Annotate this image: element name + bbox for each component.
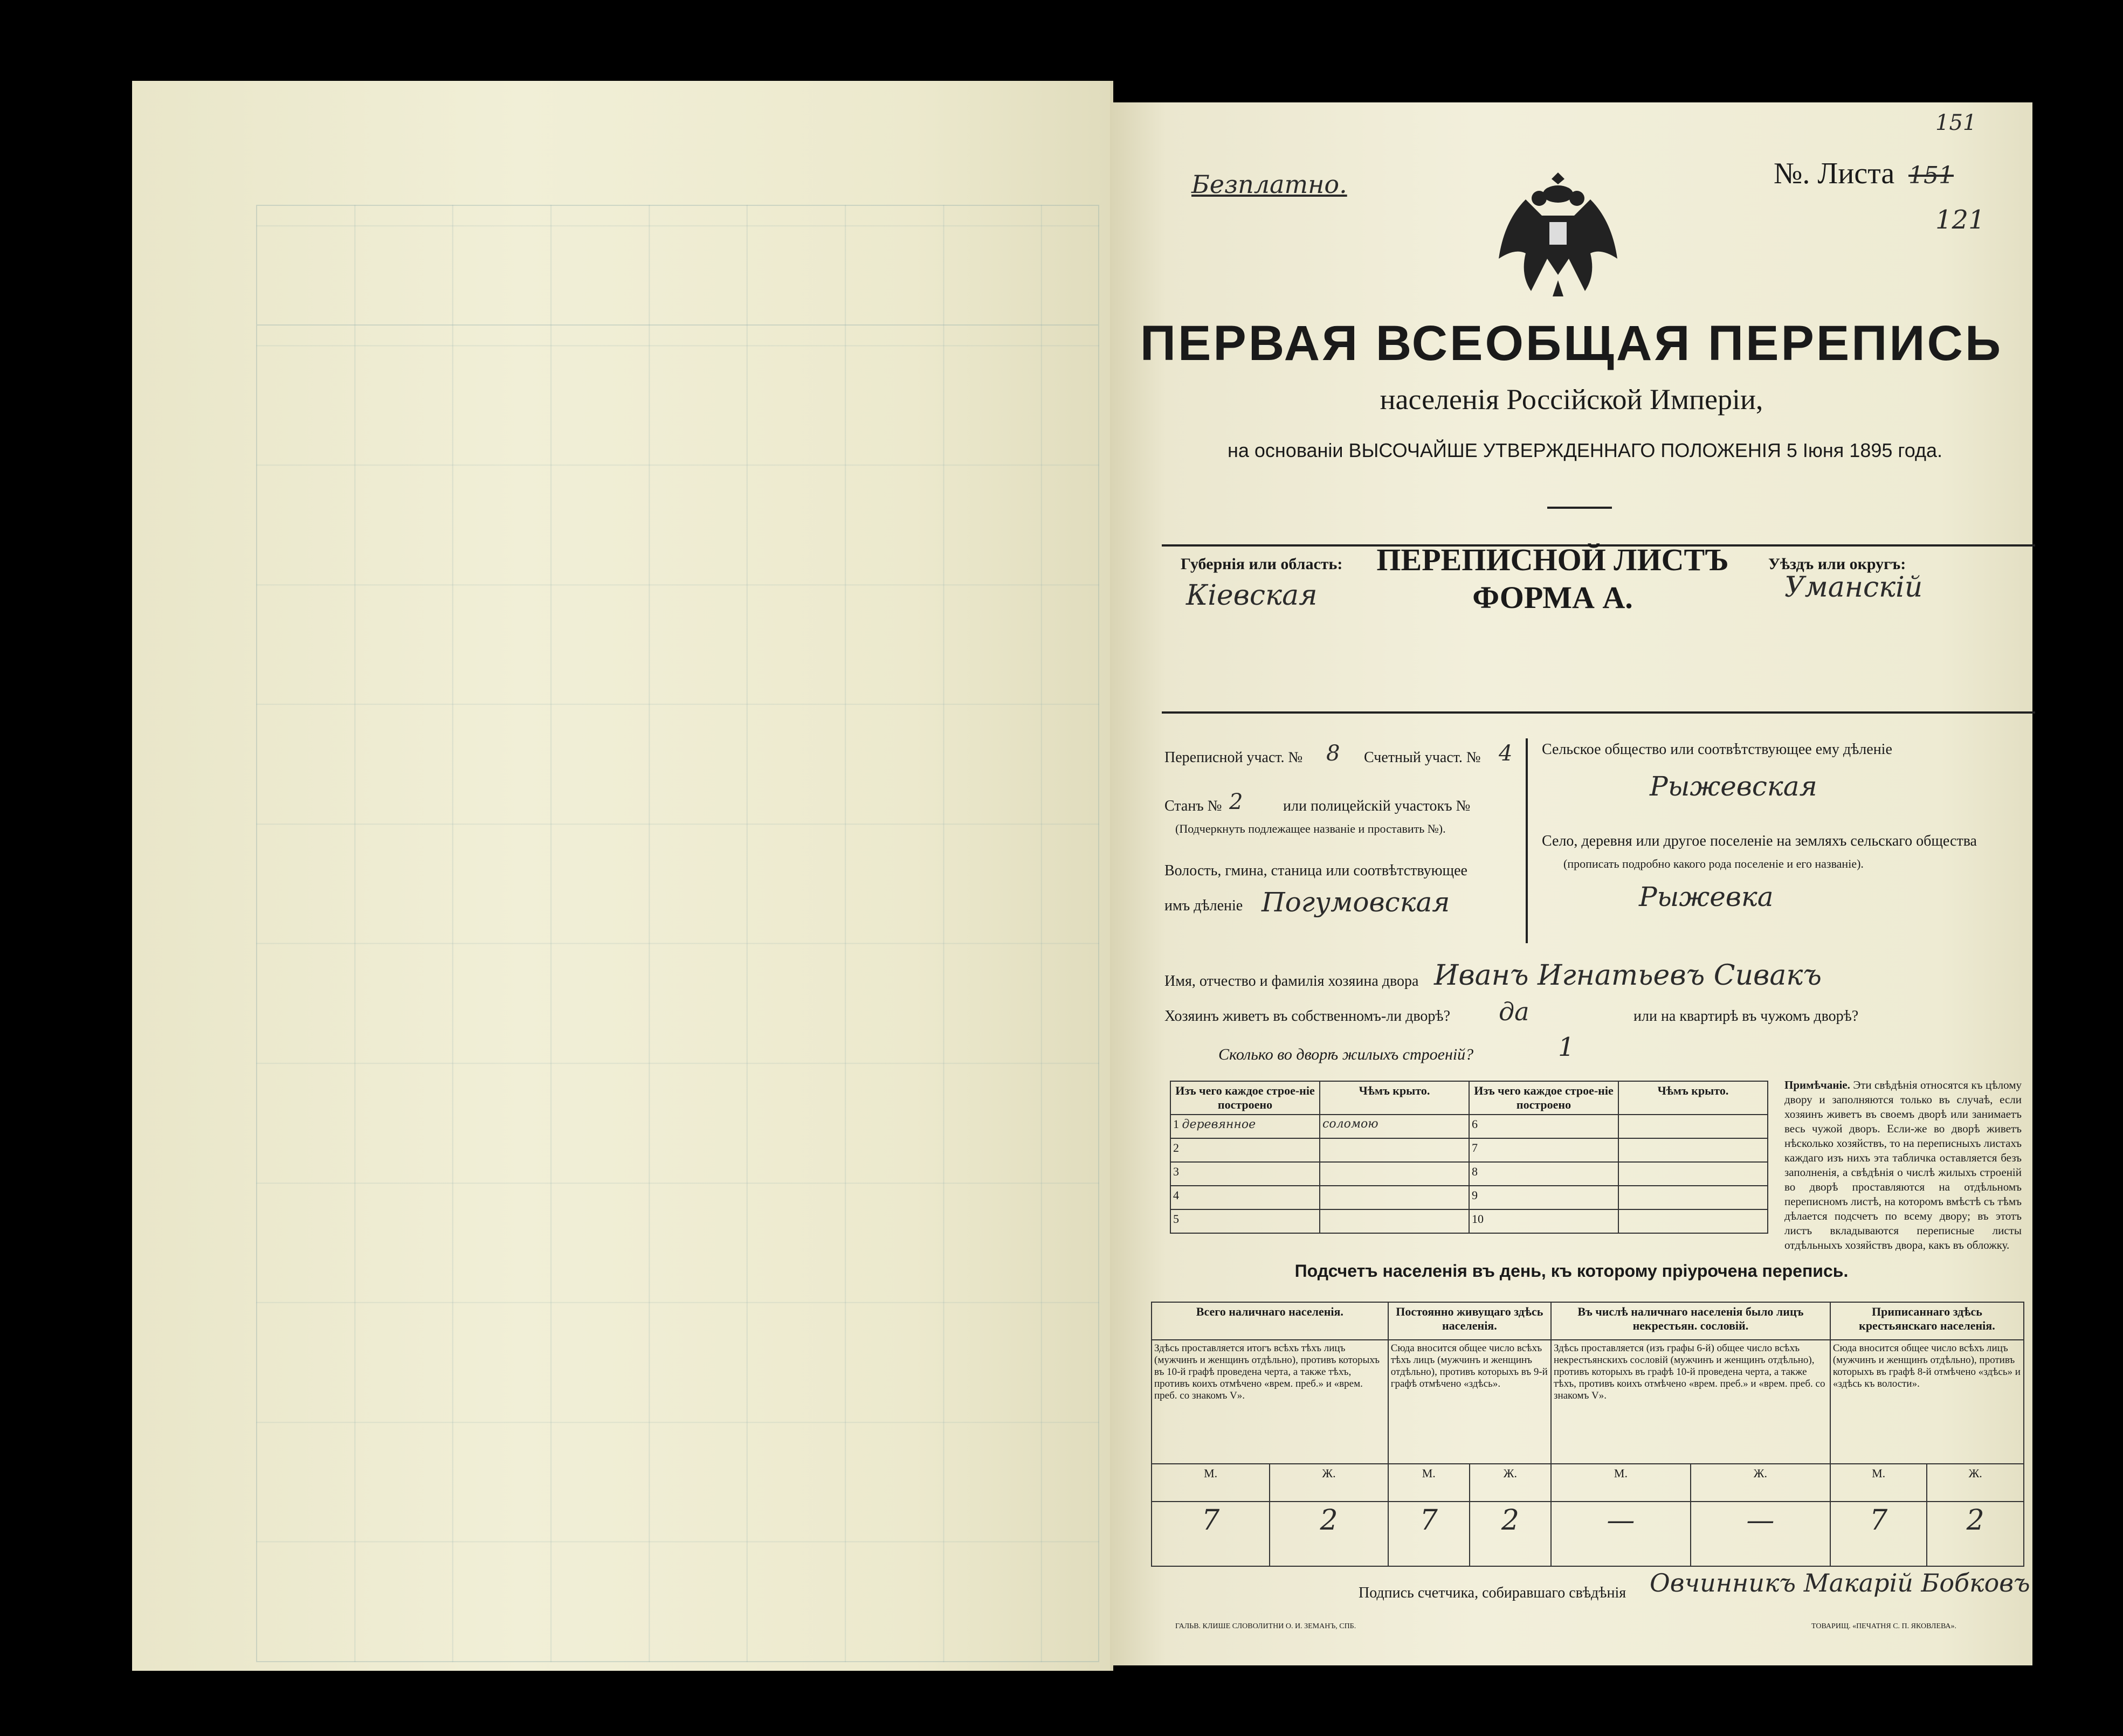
population-count-table xyxy=(1151,1302,2024,1567)
row-3-number: 3 xyxy=(1170,1162,1320,1186)
count-col4-zh-label: Ж. xyxy=(1927,1464,2024,1502)
volost-label-1: Волость, гмина, станица или соотвѣтствующее xyxy=(1164,862,1467,879)
fields-vertical-divider xyxy=(1526,738,1528,943)
row-6-number: 6 xyxy=(1469,1115,1618,1138)
count-col3-zh-label: Ж. xyxy=(1691,1464,1830,1502)
row-8-roof xyxy=(1618,1162,1768,1186)
row-1-roof: соломою xyxy=(1320,1115,1469,1138)
police-label: или полицейскій участокъ № xyxy=(1283,798,1471,814)
count-col3-m-value: — xyxy=(1551,1502,1691,1566)
row-1-material: 1 деревянное xyxy=(1170,1115,1320,1138)
show-through-header xyxy=(257,206,1098,326)
free-label: Безплатно. xyxy=(1191,170,1347,199)
buildings-value: 1 xyxy=(1558,1032,1575,1062)
uezd-label: Уѣздъ или округъ: xyxy=(1768,555,1906,573)
row-9-number: 9 xyxy=(1469,1186,1618,1209)
selo-note: (прописать подробно какого рода поселеніе и его названіе). xyxy=(1563,857,1864,870)
col-roof-left: Чѣмъ крыто. xyxy=(1320,1081,1469,1115)
count-col2-m-label: М. xyxy=(1388,1464,1470,1502)
schetny-label: Счетный участ. № xyxy=(1364,749,1481,766)
row-2-roof xyxy=(1320,1138,1469,1162)
double-headed-eagle-icon xyxy=(1488,162,1628,307)
form-main-title: ПЕРВАЯ ВСЕОБЩАЯ ПЕРЕПИСЬ xyxy=(1140,316,2003,371)
sheet-number-label: №. Листа xyxy=(1774,157,1895,190)
form-basis: на основаніи ВЫСОЧАЙШЕ УТВЕРЖДЕННАГО ПОЛОЖЕНІЯ 5 Іюня 1895 года. xyxy=(1227,439,1942,461)
selo-label: Село, деревня или другое поселеніе на земляхъ сельскаго общества xyxy=(1542,833,1977,849)
row-6-roof xyxy=(1618,1115,1768,1138)
count-col2-desc: Сюда вносится общее число всѣхъ тѣхъ лицъ (мужчинъ и женщинъ отдѣльно), противъ которыхъ въ 9-й графѣ отмѣчено «здѣсь». xyxy=(1388,1340,1551,1464)
printer-imprint-left: ГАЛЬВ. КЛИШЕ СЛОВОЛИТНИ О. И. ЗЕМАНЪ, СПБ. xyxy=(1175,1622,1356,1630)
selskoe-label: Сельское общество или соотвѣтствующее ему дѣленіе xyxy=(1542,741,1892,758)
count-col1-m-label: М. xyxy=(1152,1464,1270,1502)
buildings-label: Сколько во дворѣ жилыхъ строеній? xyxy=(1218,1046,1474,1063)
owner-name-value: Иванъ Игнатьевъ Сивакъ xyxy=(1434,959,1822,992)
table-row xyxy=(1170,1209,1768,1233)
count-col2-zh-label: Ж. xyxy=(1470,1464,1551,1502)
uezd-value: Уманскій xyxy=(1784,571,1923,604)
buildings-table xyxy=(1170,1081,1768,1234)
row-7-roof xyxy=(1618,1138,1768,1162)
row-9-roof xyxy=(1618,1186,1768,1209)
count-col1-zh-label: Ж. xyxy=(1270,1464,1388,1502)
volost-value: Погумовская xyxy=(1262,887,1450,918)
note-text: Эти свѣдѣнія относятся къ цѣлому двору и заполняются только въ случаѣ, если хозяинъ живетъ въ своемъ дворѣ или занимаетъ весь чужой дворъ. Если-же во дворѣ живетъ нѣсколько хозяйствъ, то на переписныхъ листахъ каждаго изъ нихъ эта табличка оставляется безъ заполненія, а свѣдѣнія о числѣ жилыхъ строеній во дворѣ проставляются на отдѣльномъ переписномъ листѣ, на которомъ вмѣстѣ съ тѣмъ дѣлается подсчетъ по всему двору; въ этотъ листъ вкладываются переписные листы отдѣльныхъ хозяйствъ двора, какъ въ обложку. xyxy=(1784,1078,2022,1251)
form-subtitle: населенія Россійской Имперіи, xyxy=(1380,383,1763,416)
buildings-table-header xyxy=(1170,1081,1768,1115)
row-10-roof xyxy=(1618,1209,1768,1233)
table-row xyxy=(1170,1186,1768,1209)
apartment-label: или на квартирѣ въ чужомъ дворѣ? xyxy=(1633,1008,1859,1025)
count-col3-desc: Здѣсь проставляется (изъ графы 6-й) общее число всѣхъ некрестьянскихъ сословій (мужчинъ и женщинъ отдѣльно), противъ которыхъ въ графѣ 10-й проведена черта, а также тѣхъ, противъ коихъ отмѣчено «врем. преб.» и «врем. преб. со знакомъ V». xyxy=(1551,1340,1830,1464)
sheet-number-pencil-top: 151 xyxy=(1935,110,1977,135)
signature-value: Овчинникъ Макарій Бобковъ xyxy=(1650,1568,2030,1597)
count-col4-m-value: 7 xyxy=(1830,1502,1927,1566)
col-material-right: Изъ чего каждое строе-ніе построено xyxy=(1469,1081,1618,1115)
row-10-number: 10 xyxy=(1469,1209,1618,1233)
count-col1-zh-value: 2 xyxy=(1270,1502,1388,1566)
form-subtitle-a: ФОРМА А. xyxy=(1472,580,1633,615)
count-col2-header: Постоянно живущаго здѣсь населенія. xyxy=(1388,1302,1551,1340)
count-col4-desc: Сюда вносится общее число всѣхъ лицъ (мужчинъ и женщинъ отдѣльно), противъ которыхъ въ графѣ 8-й отмѣчено «здѣсь» и «здѣсь къ волости». xyxy=(1830,1340,2024,1464)
count-col4-header: Приписаннаго здѣсь крестьянскаго населенія. xyxy=(1830,1302,2024,1340)
count-col2-zh-value: 2 xyxy=(1470,1502,1551,1566)
note-title: Примѣчаніе. xyxy=(1784,1078,1850,1091)
gubernia-value: Кіевская xyxy=(1186,579,1318,612)
count-col3-zh-value: — xyxy=(1691,1502,1830,1566)
form-title: ПЕРЕПИСНОЙ ЛИСТЪ xyxy=(1376,542,1729,577)
printer-imprint-right: ТОВАРИЩ. «ПЕЧАТНЯ С. П. ЯКОВЛЕВА». xyxy=(1811,1622,1957,1630)
count-values-row xyxy=(1152,1502,2024,1566)
owner-name-label: Имя, отчество и фамилія хозяина двора xyxy=(1164,973,1419,990)
count-col1-header: Всего наличнаго населенія. xyxy=(1152,1302,1388,1340)
count-col4-zh-value: 2 xyxy=(1927,1502,2024,1566)
row-5-number: 5 xyxy=(1170,1209,1320,1233)
gubernia-label: Губернія или область: xyxy=(1181,555,1343,573)
perepisnoi-label: Переписной участ. № xyxy=(1164,749,1303,766)
row-2-number: 2 xyxy=(1170,1138,1320,1162)
left-page xyxy=(132,81,1113,1671)
count-col1-m-value: 7 xyxy=(1152,1502,1270,1566)
table-row xyxy=(1170,1138,1768,1162)
stan-value: 2 xyxy=(1229,790,1243,814)
owner-lives-value: да xyxy=(1499,997,1529,1026)
count-col2-m-value: 7 xyxy=(1388,1502,1470,1566)
owner-lives-label: Хозяинъ живетъ въ собственномъ-ли дворѣ? xyxy=(1164,1008,1451,1025)
count-col4-m-label: М. xyxy=(1830,1464,1927,1502)
count-title: Подсчетъ населенія въ день, къ которому пріурочена перепись. xyxy=(1294,1261,1849,1281)
sheet-number-pencil-side: 121 xyxy=(1935,205,1985,235)
row-4-roof xyxy=(1320,1186,1469,1209)
col-material-left: Изъ чего каждое строе-ніе построено xyxy=(1170,1081,1320,1115)
count-col3-header: Въ числѣ наличнаго населенія было лицъ некрестьян. сословій. xyxy=(1551,1302,1830,1340)
show-through-grid xyxy=(256,205,1099,1662)
count-desc-row xyxy=(1152,1340,2024,1464)
col-roof-right: Чѣмъ крыто. xyxy=(1618,1081,1768,1115)
row-5-roof xyxy=(1320,1209,1469,1233)
count-col1-desc: Здѣсь проставляется итогъ всѣхъ тѣхъ лицъ (мужчинъ и женщинъ отдѣльно), противъ которыхъ въ 10-й графѣ проведена черта, а также тѣхъ, противъ коихъ отмѣчено «врем. преб.» и «врем. преб. со знакомъ V». xyxy=(1152,1340,1388,1464)
census-form-page xyxy=(1111,102,2032,1665)
count-sex-row xyxy=(1152,1464,2024,1502)
table-row xyxy=(1170,1162,1768,1186)
perepisnoi-value: 8 xyxy=(1326,741,1340,766)
ornament-divider xyxy=(1547,507,1612,509)
selskoe-value: Рыжевская xyxy=(1650,771,1817,802)
row-3-roof xyxy=(1320,1162,1469,1186)
row-8-number: 8 xyxy=(1469,1162,1618,1186)
sheet-number-value: 151 xyxy=(1908,162,1954,189)
count-header-row xyxy=(1152,1302,2024,1340)
table-row xyxy=(1170,1115,1768,1138)
header-rule-bottom xyxy=(1162,711,2035,714)
note-block xyxy=(1784,1078,2022,1253)
selo-value: Рыжевка xyxy=(1639,881,1774,912)
stan-note: (Подчеркнуть подлежащее названіе и проставить №). xyxy=(1175,822,1446,835)
signature-label: Подпись счетчика, собиравшаго свѣдѣнія xyxy=(1359,1585,1626,1601)
stan-label: Станъ № xyxy=(1164,798,1222,814)
row-4-number: 4 xyxy=(1170,1186,1320,1209)
count-col3-m-label: М. xyxy=(1551,1464,1691,1502)
volost-label-2: имъ дѣленіе xyxy=(1164,897,1243,914)
schetny-value: 4 xyxy=(1499,741,1513,766)
row-7-number: 7 xyxy=(1469,1138,1618,1162)
